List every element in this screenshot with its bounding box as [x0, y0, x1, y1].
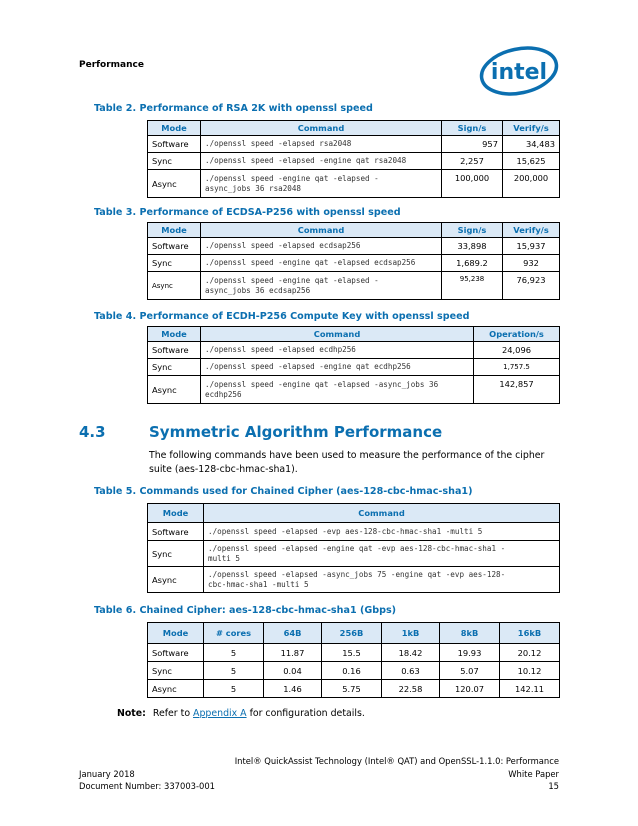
table-row [148, 680, 560, 698]
value-cell: 5.75 [322, 680, 382, 698]
mode-cell: Async [148, 170, 201, 198]
table6-header-256b: 256B [322, 623, 382, 644]
command-cell: ./openssl speed -elapsed -async_jobs 75 -engine qat -evp aes-128- cbc-hmac-sha1 -multi 5 [204, 567, 560, 593]
footer-title: Intel® QuickAssist Technology (Intel® QAT) and OpenSSL-1.1.0: Performance [234, 756, 559, 766]
note-text-pre: Refer to [152, 708, 191, 719]
command-cell: ./openssl speed -elapsed -engine qat rsa2048 [201, 153, 442, 170]
table2-caption: Table 2. Performance of RSA 2K with openssl speed [94, 103, 373, 114]
value-cell: 1.46 [264, 680, 322, 698]
table-row [148, 523, 560, 541]
table-row [148, 136, 560, 153]
table2-header-sign: Sign/s [442, 121, 503, 136]
footer-docnum: Document Number: 337003-001 [79, 781, 216, 791]
value-cell: 20.12 [500, 644, 560, 662]
table-row [148, 541, 560, 567]
mode-cell: Software [148, 238, 201, 255]
table-row [148, 567, 560, 593]
note-label: Note: [117, 708, 146, 719]
appendix-a-link[interactable]: Appendix A [193, 708, 247, 719]
mode-cell: Sync [148, 541, 204, 567]
table-row [148, 272, 560, 300]
cores-cell: 5 [204, 680, 264, 698]
cores-cell: 5 [204, 662, 264, 680]
mode-cell: Async [148, 680, 204, 698]
table6-header-mode: Mode [148, 623, 204, 644]
table-row [148, 644, 560, 662]
table-row [148, 662, 560, 680]
table4-header-command: Command [201, 327, 474, 342]
table-row [148, 342, 560, 359]
command-cell: ./openssl speed -elapsed -engine qat -evp aes-128-cbc-hmac-sha1 - multi 5 [204, 541, 560, 567]
mode-cell: Sync [148, 662, 204, 680]
operations-cell: 142,857 [474, 376, 560, 404]
command-cell: ./openssl speed -elapsed -evp aes-128-cbc-hmac-sha1 -multi 5 [204, 523, 560, 541]
mode-cell: Software [148, 523, 204, 541]
mode-cell: Software [148, 342, 201, 359]
value-cell: 5.07 [440, 662, 500, 680]
sign-cell: 100,000 [442, 170, 503, 198]
mode-cell: Software [148, 136, 201, 153]
table4 [147, 326, 560, 404]
value-cell: 18.42 [382, 644, 440, 662]
intel-logo [478, 44, 560, 98]
note-text-post: for configuration details. [249, 708, 365, 719]
value-cell: 22.58 [382, 680, 440, 698]
table6-header-1kb: 1kB [382, 623, 440, 644]
command-cell: ./openssl speed -engine qat -elapsed ecdsap256 [201, 255, 442, 272]
operations-cell: 24,096 [474, 342, 560, 359]
table-row [148, 153, 560, 170]
table-row [148, 255, 560, 272]
command-cell: ./openssl speed -elapsed rsa2048 [201, 136, 442, 153]
section-paragraph: The following commands have been used to measure the performance of the cipher suite (aes-128-cbc-hmac-sha1). [149, 450, 545, 475]
table5-caption: Table 5. Commands used for Chained Cipher (aes-128-cbc-hmac-sha1) [94, 486, 473, 497]
command-cell: ./openssl speed -elapsed ecdhp256 [201, 342, 474, 359]
mode-cell: Sync [148, 255, 201, 272]
sign-cell: 2,257 [442, 153, 503, 170]
verify-cell: 200,000 [503, 170, 560, 198]
table6-header-cores: # cores [204, 623, 264, 644]
table5 [147, 503, 560, 593]
sign-cell: 1,689.2 [442, 255, 503, 272]
table6-header-16kb: 16kB [500, 623, 560, 644]
table2-header-mode: Mode [148, 121, 201, 136]
sign-cell: 957 [442, 136, 503, 153]
command-cell: ./openssl speed -elapsed ecdsap256 [201, 238, 442, 255]
command-cell: ./openssl speed -elapsed -engine qat ecdhp256 [201, 359, 474, 376]
command-cell: ./openssl speed -engine qat -elapsed - async_jobs 36 rsa2048 [201, 170, 442, 198]
value-cell: 10.12 [500, 662, 560, 680]
command-cell: ./openssl speed -engine qat -elapsed -async_jobs 36 ecdhp256 [201, 376, 474, 404]
table-row [148, 170, 560, 198]
mode-cell: Software [148, 644, 204, 662]
table5-header-command: Command [204, 504, 560, 523]
value-cell: 142.11 [500, 680, 560, 698]
operations-cell: 1,757.5 [474, 359, 560, 376]
table4-header-mode: Mode [148, 327, 201, 342]
value-cell: 0.63 [382, 662, 440, 680]
value-cell: 0.04 [264, 662, 322, 680]
verify-cell: 932 [503, 255, 560, 272]
table6 [147, 622, 560, 698]
verify-cell: 34,483 [503, 136, 560, 153]
value-cell: 15.5 [322, 644, 382, 662]
value-cell: 0.16 [322, 662, 382, 680]
value-cell: 19.93 [440, 644, 500, 662]
table6-header-64b: 64B [264, 623, 322, 644]
footer-date: January 2018 [79, 769, 135, 779]
sign-cell: 95,238 [442, 272, 503, 300]
table3-header-verify: Verify/s [503, 223, 560, 238]
section-number: 4.3 [79, 423, 106, 441]
table-row [148, 238, 560, 255]
table3-header-sign: Sign/s [442, 223, 503, 238]
table-row [148, 376, 560, 404]
table3-header-command: Command [201, 223, 442, 238]
table3-header-mode: Mode [148, 223, 201, 238]
mode-cell: Sync [148, 153, 201, 170]
mode-cell: Async [148, 567, 204, 593]
table6-header-8kb: 8kB [440, 623, 500, 644]
mode-cell: Sync [148, 359, 201, 376]
value-cell: 11.87 [264, 644, 322, 662]
table4-header-operations: Operation/s [474, 327, 560, 342]
table-row [148, 359, 560, 376]
table2-header-verify: Verify/s [503, 121, 560, 136]
cores-cell: 5 [204, 644, 264, 662]
table5-header-mode: Mode [148, 504, 204, 523]
footer-page-number: 15 [548, 781, 559, 791]
table3 [147, 222, 560, 300]
value-cell: 120.07 [440, 680, 500, 698]
section-title: Symmetric Algorithm Performance [149, 423, 443, 441]
table2-header-command: Command [201, 121, 442, 136]
note [117, 708, 365, 719]
verify-cell: 76,923 [503, 272, 560, 300]
mode-cell: Async [148, 272, 201, 300]
mode-cell: Async [148, 376, 201, 404]
table4-caption: Table 4. Performance of ECDH-P256 Compute Key with openssl speed [94, 311, 470, 322]
verify-cell: 15,937 [503, 238, 560, 255]
sign-cell: 33,898 [442, 238, 503, 255]
table2 [147, 120, 560, 198]
command-cell: ./openssl speed -engine qat -elapsed - async_jobs 36 ecdsap256 [201, 272, 442, 300]
running-header: Performance [79, 60, 144, 70]
footer-doctype: White Paper [508, 769, 559, 779]
svg-text:intel: intel [490, 60, 548, 85]
verify-cell: 15,625 [503, 153, 560, 170]
table3-caption: Table 3. Performance of ECDSA-P256 with openssl speed [94, 207, 401, 218]
table6-caption: Table 6. Chained Cipher: aes-128-cbc-hmac-sha1 (Gbps) [94, 605, 397, 616]
